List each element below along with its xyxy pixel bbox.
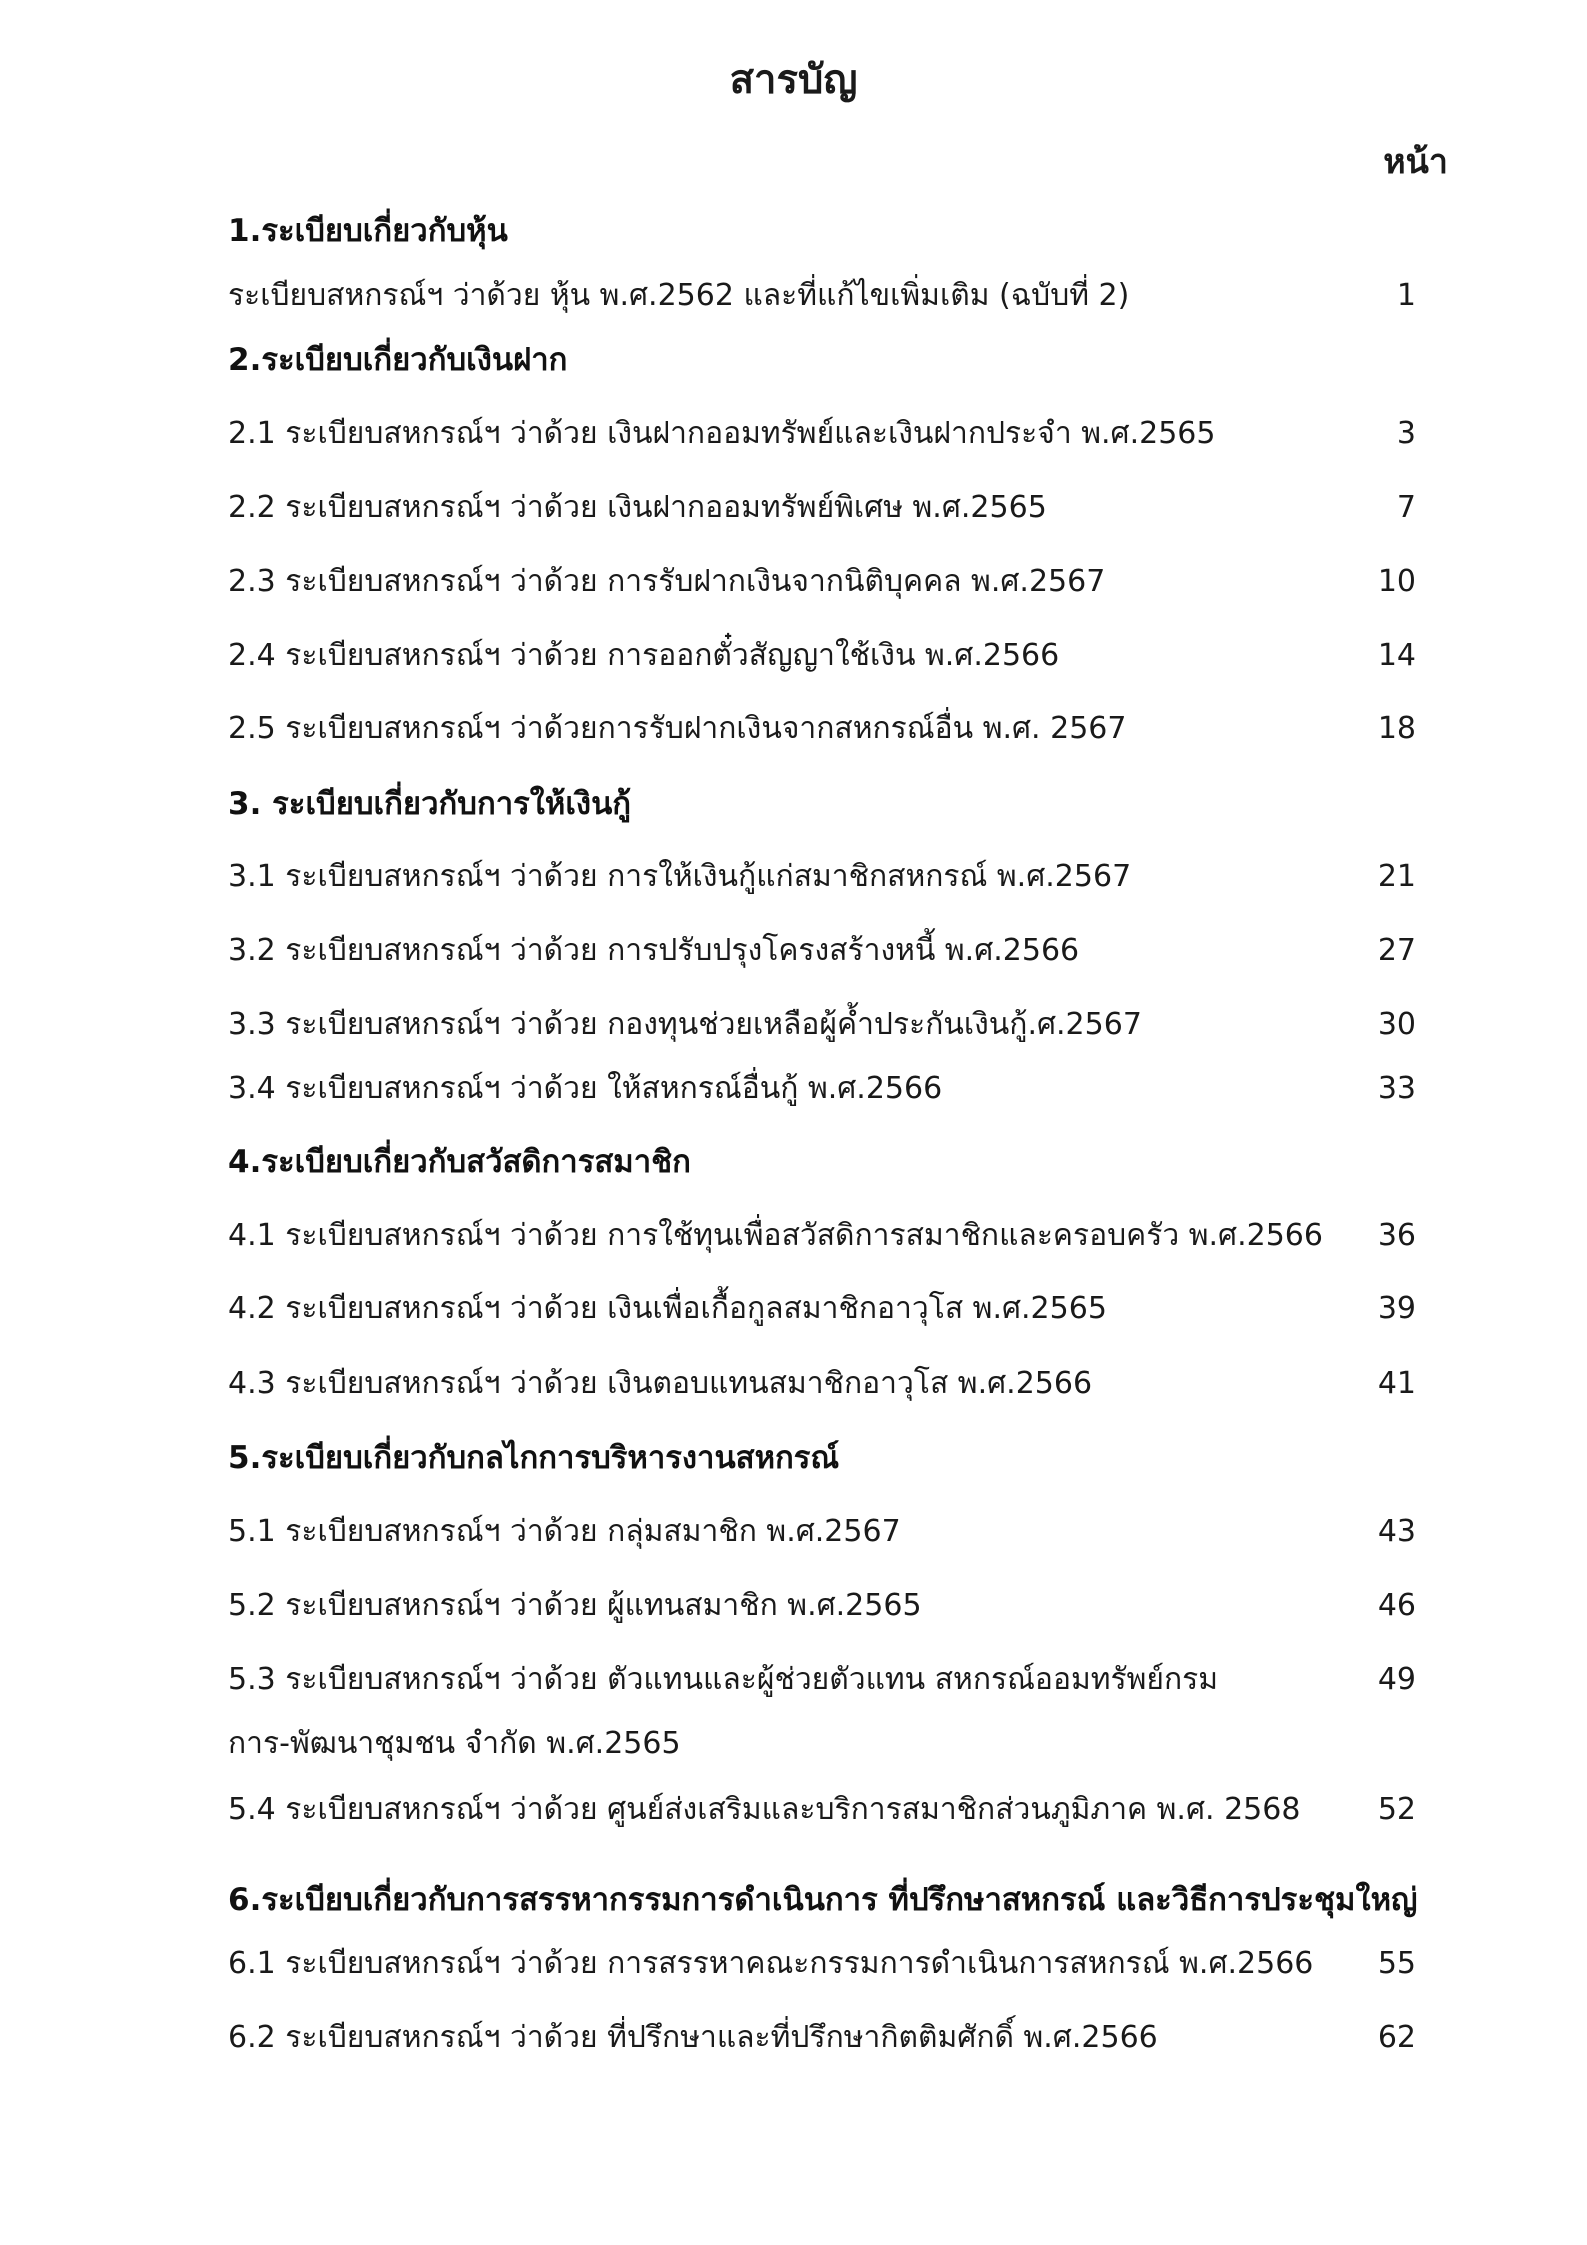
toc-page-number: 7 [1396,490,1416,525]
toc-page-number: 21 [1377,859,1416,894]
toc-entry-3-4: 3.4 ระเบียบสหกรณ์ฯ ว่าด้วย ให้สหกรณ์อื่นกู้ พ.ศ.2566 33 [228,1063,1403,1115]
section-heading-4: 4.ระเบียบเกี่ยวกับสวัสดิการสมาชิก [228,1144,691,1180]
toc-entry-5-2: 5.2 ระเบียบสหกรณ์ฯ ว่าด้วย ผู้แทนสมาชิก พ.ศ.2565 46 [228,1580,1403,1632]
toc-page-number: 62 [1377,2020,1416,2055]
toc-entry-2-2: 2.2 ระเบียบสหกรณ์ฯ ว่าด้วย เงินฝากออมทรัพย์พิเศษ พ.ศ.2565 7 [228,482,1403,534]
toc-page-number: 1 [1396,278,1416,313]
toc-page-number: 33 [1377,1071,1416,1106]
toc-entry-2-5: 2.5 ระเบียบสหกรณ์ฯ ว่าด้วยการรับฝากเงินจากสหกรณ์อื่น พ.ศ. 2567 18 [228,703,1403,755]
toc-page-number: 14 [1377,638,1416,673]
page-number-column-header: หน้า [1383,142,1448,182]
toc-entry-4-3: 4.3 ระเบียบสหกรณ์ฯ ว่าด้วย เงินตอบแทนสมาชิกอาวุโส พ.ศ.2566 41 [228,1358,1403,1410]
toc-page-number: 10 [1377,564,1416,599]
toc-entry-3-1: 3.1 ระเบียบสหกรณ์ฯ ว่าด้วย การให้เงินกู้แก่สมาชิกสหกรณ์ พ.ศ.2567 21 [228,851,1403,903]
toc-page-number: 41 [1377,1366,1416,1401]
toc-page-number: 49 [1377,1662,1416,1697]
toc-page-number: 52 [1377,1792,1416,1827]
toc-entry-2-1: 2.1 ระเบียบสหกรณ์ฯ ว่าด้วย เงินฝากออมทรัพย์และเงินฝากประจำ พ.ศ.2565 3 [228,408,1403,460]
section-heading-5: 5.ระเบียบเกี่ยวกับกลไกการบริหารงานสหกรณ์ [228,1440,840,1476]
toc-entry-2-4: 2.4 ระเบียบสหกรณ์ฯ ว่าด้วย การออกตั๋วสัญญาใช้เงิน พ.ศ.2566 14 [228,630,1403,682]
toc-page-number: 30 [1377,1007,1416,1042]
toc-entry-4-2: 4.2 ระเบียบสหกรณ์ฯ ว่าด้วย เงินเพื่อเกื้อกูลสมาชิกอาวุโส พ.ศ.2565 39 [228,1283,1403,1335]
toc-page-number: 36 [1377,1218,1416,1253]
toc-page-number: 3 [1396,416,1416,451]
toc-entry-1: ระเบียบสหกรณ์ฯ ว่าด้วย หุ้น พ.ศ.2562 และที่แก้ไขเพิ่มเติม (ฉบับที่ 2) 1 [228,270,1403,322]
toc-entry-2-3: 2.3 ระเบียบสหกรณ์ฯ ว่าด้วย การรับฝากเงินจากนิติบุคคล พ.ศ.2567 10 [228,556,1403,608]
toc-page-number: 27 [1377,933,1416,968]
toc-entry-3-3: 3.3 ระเบียบสหกรณ์ฯ ว่าด้วย กองทุนช่วยเหลือผู้ค้ำประกันเงินกู้.ศ.2567 30 [228,999,1403,1051]
toc-page-number: 18 [1377,711,1416,746]
toc-page-number: 46 [1377,1588,1416,1623]
toc-entry-6-1: 6.1 ระเบียบสหกรณ์ฯ ว่าด้วย การสรรหาคณะกรรมการดำเนินการสหกรณ์ พ.ศ.2566 55 [228,1938,1403,1990]
toc-entry-5-3: 5.3 ระเบียบสหกรณ์ฯ ว่าด้วย ตัวแทนและผู้ช่วยตัวแทน สหกรณ์ออมทรัพย์กรมการ-พัฒนาชุมชน จำกัด พ.ศ.2565 49 [228,1648,1268,1776]
toc-entry-6-2: 6.2 ระเบียบสหกรณ์ฯ ว่าด้วย ที่ปรึกษาและที่ปรึกษากิตติมศักดิ์ พ.ศ.2566 62 [228,2012,1403,2064]
toc-entry-4-1: 4.1 ระเบียบสหกรณ์ฯ ว่าด้วย การใช้ทุนเพื่อสวัสดิการสมาชิกและครอบครัว พ.ศ.2566 36 [228,1210,1403,1262]
toc-page-number: 43 [1377,1514,1416,1549]
page-title: สารบัญ [729,57,858,103]
toc-page-number: 55 [1377,1946,1416,1981]
toc-entry-3-2: 3.2 ระเบียบสหกรณ์ฯ ว่าด้วย การปรับปรุงโครงสร้างหนี้ พ.ศ.2566 27 [228,925,1403,977]
toc-page-number: 39 [1377,1291,1416,1326]
section-heading-1: 1.ระเบียบเกี่ยวกับหุ้น [228,213,508,249]
section-heading-3: 3. ระเบียบเกี่ยวกับการให้เงินกู้ [228,786,632,822]
section-heading-2: 2.ระเบียบเกี่ยวกับเงินฝาก [228,342,568,378]
section-heading-6: 6.ระเบียบเกี่ยวกับการสรรหากรรมการดำเนินการ ที่ปรึกษาสหกรณ์ และวิธีการประชุมใหญ่ [228,1882,1418,1918]
toc-entry-5-1: 5.1 ระเบียบสหกรณ์ฯ ว่าด้วย กลุ่มสมาชิก พ.ศ.2567 43 [228,1506,1403,1558]
toc-entry-5-4: 5.4 ระเบียบสหกรณ์ฯ ว่าด้วย ศูนย์ส่งเสริมและบริการสมาชิกส่วนภูมิภาค พ.ศ. 2568 52 [228,1784,1403,1836]
